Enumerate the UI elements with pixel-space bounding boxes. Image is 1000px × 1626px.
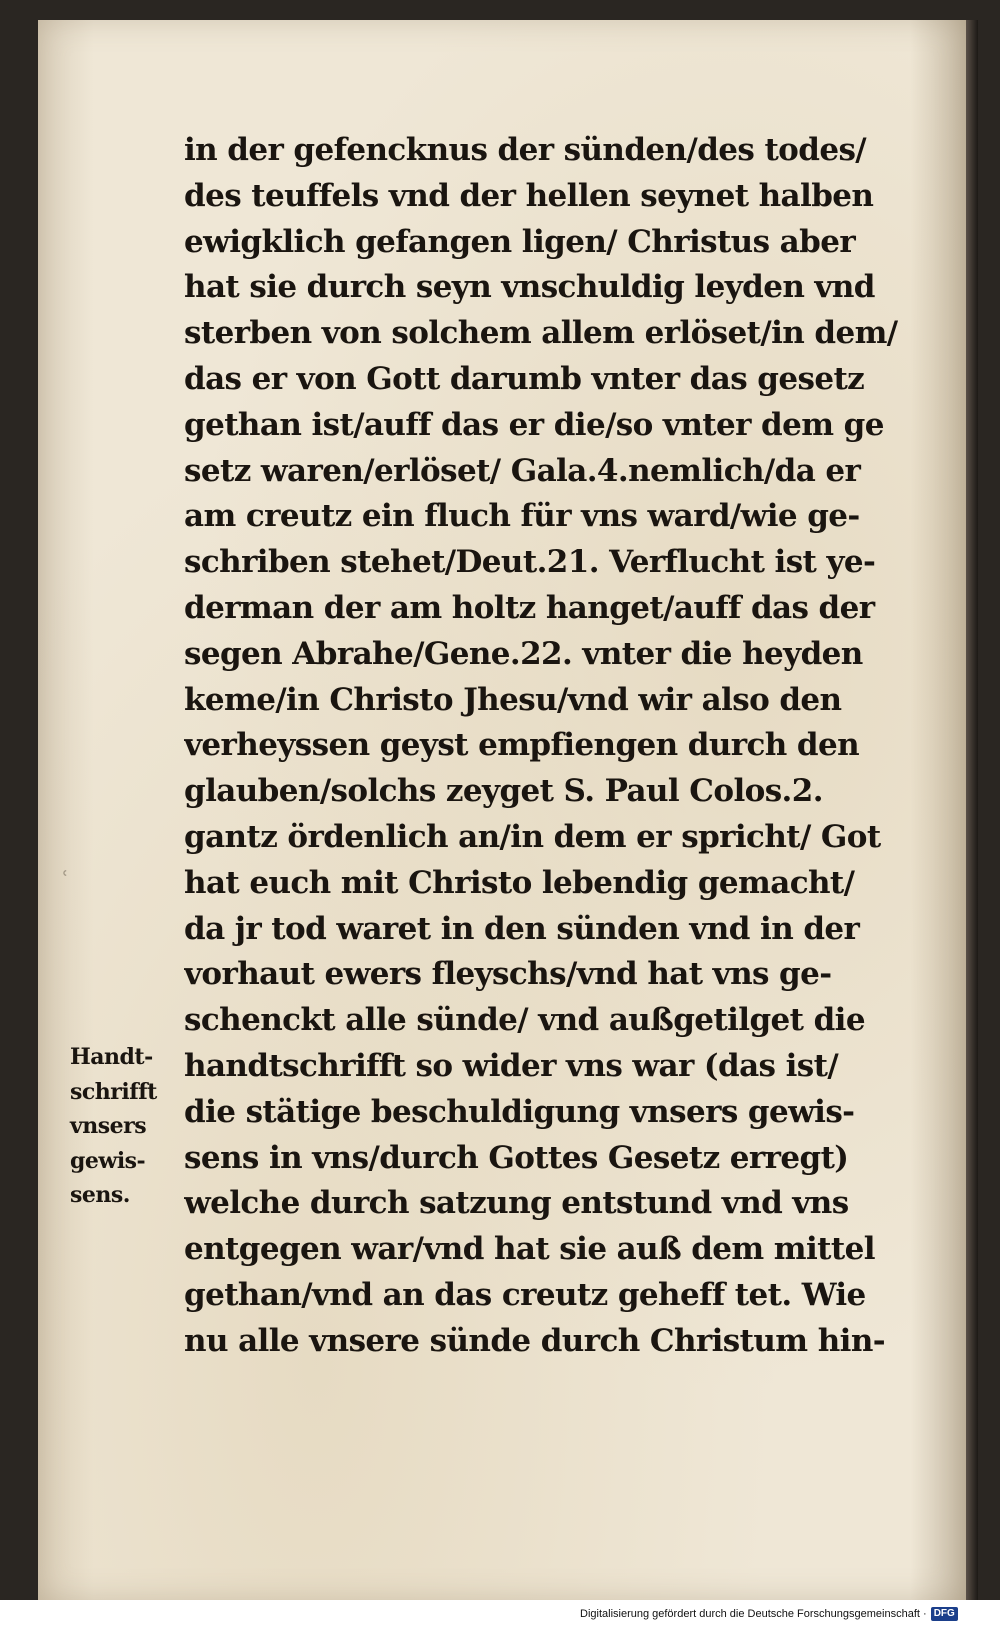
text-line: des teuffels vnd der hellen seynet halben	[184, 177, 874, 214]
text-line: in der gefencknus der sünden/des todes/	[184, 132, 867, 168]
marginal-note-line: Handt-	[70, 1044, 153, 1070]
page-text	[184, 128, 918, 1365]
marginal-note-line: gewis-	[70, 1147, 146, 1174]
text-line: gethan/vnd an das creutz geheff tet. Wie	[184, 1276, 866, 1313]
dfg-logo: DFG	[931, 1607, 958, 1621]
text-line: derman der am holtz hanget/auff das der	[184, 589, 875, 626]
text-line: segen Abrahe/Gene.22. vnter die heyden	[184, 635, 863, 672]
text-line: sterben von solchem allem erlöset/in dem/	[184, 315, 898, 352]
text-line: schriben stehet/Deut.21. Verflucht ist ye-	[184, 544, 876, 581]
text-line: handtschrifft so wider vns war (das ist/	[184, 1047, 839, 1084]
text-line: keme/in Christo Jhesu/vnd wir also den	[184, 681, 842, 718]
digitization-credit	[580, 1604, 958, 1624]
marginal-note-line: vnsers	[70, 1113, 147, 1139]
text-line: verheyssen geyst empfiengen durch den	[184, 727, 860, 764]
text-line: setz waren/erlöset/ Gala.4.nemlich/da er	[184, 452, 861, 489]
marginal-note	[70, 1040, 180, 1213]
text-line: am creutz ein fluch für vns ward/wie ge-	[184, 498, 860, 535]
text-line: vorhaut ewers fleyschs/vnd hat vns ge-	[184, 956, 832, 993]
text-line: die stätige beschuldigung vnsers gewis-	[184, 1093, 855, 1130]
text-line: schenckt alle sünde/ vnd außgetilget die	[184, 1002, 865, 1039]
text-line: gantz ördenlich an/in dem er spricht/ Got	[184, 818, 881, 855]
text-line: da jr tod waret in den sünden vnd in der	[184, 910, 860, 947]
text-line: sens in vns/durch Gottes Gesetz erregt)	[184, 1139, 849, 1176]
marginal-note-line: sens.	[70, 1182, 130, 1208]
text-line: welche durch satzung entstund vnd vns	[184, 1185, 849, 1222]
text-line: entgegen war/vnd hat sie auß dem mittel	[184, 1231, 875, 1268]
page-binding-edge	[966, 20, 978, 1600]
text-line: nu alle vnsere sünde durch Christum hin-	[184, 1322, 886, 1359]
text-line: hat sie durch seyn vnschuldig leyden vnd	[184, 269, 875, 306]
text-line: ewigklich gefangen ligen/ Christus aber	[184, 223, 856, 260]
text-line: gethan ist/auff das er die/so vnter dem ge	[184, 406, 884, 443]
ink-smudge: ʿ	[62, 868, 69, 893]
text-line: hat euch mit Christo lebendig gemacht/	[184, 864, 855, 901]
text-line: glauben/solchs zeyget S. Paul Colos.2.	[184, 773, 823, 810]
text-line: das er von Gott darumb vnter das gesetz	[184, 360, 865, 397]
marginal-note-line: schrifft	[70, 1078, 157, 1105]
credit-text: Digitalisierung gefördert durch die Deutsche Forschungsgemeinschaft ·	[580, 1608, 927, 1620]
